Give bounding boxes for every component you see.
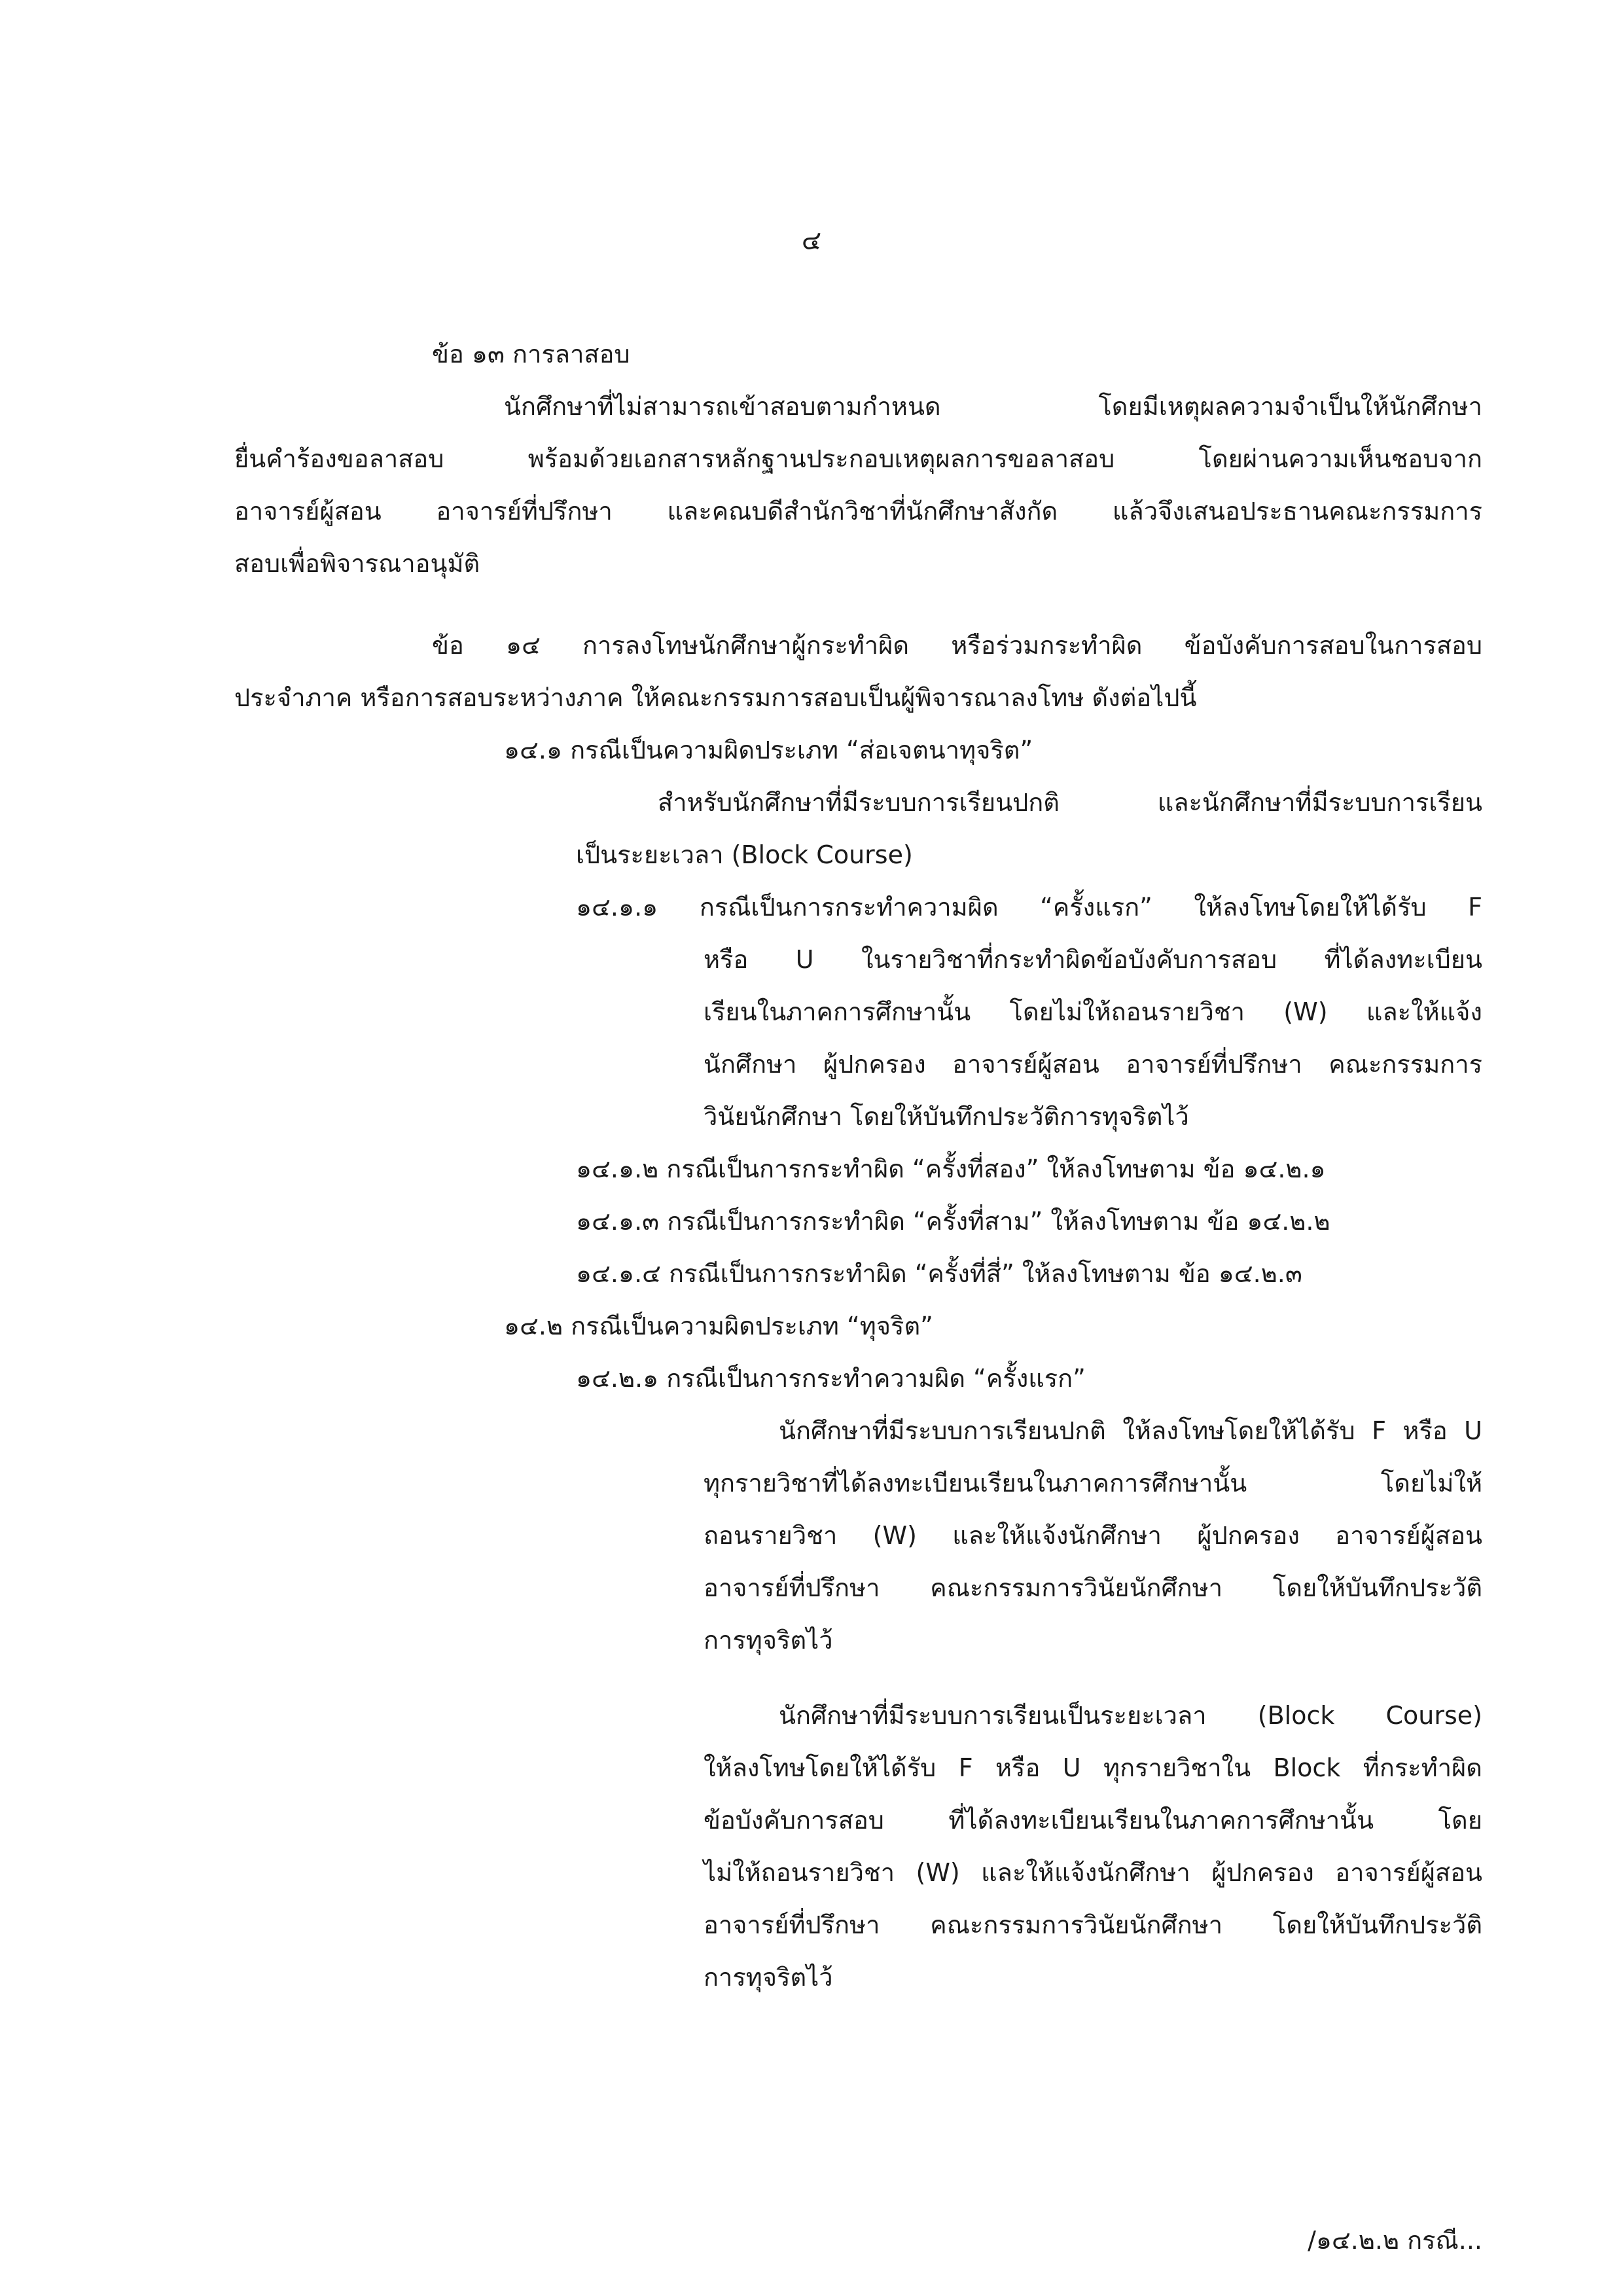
clause-13-heading: ข้อ ๑๓ การลาสอบ [432,340,630,368]
clause-13-paragraph-line: ยื่นคำร้องขอลาสอบ พร้อมด้วยเอกสารหลักฐานประกอบเหตุผลการขอลาสอบ โดยผ่านความเห็นชอบจาก [234,444,1482,473]
item-14-2-1-block-line: ไม่ให้ถอนรายวิชา (W) และให้แจ้งนักศึกษา ผู้ปกครอง อาจารย์ผู้สอน [704,1858,1482,1887]
section-14-1-heading: ๑๔.๑ กรณีเป็นความผิดประเภท “ส่อเจตนาทุจริต” [504,736,1033,764]
item-14-1-1-heading: ๑๔.๑.๑ กรณีเป็นการกระทำความผิด “ครั้งแรก” ให้ลงโทษโดยให้ได้รับ F [576,893,1482,922]
section-14-2-heading: ๑๔.๒ กรณีเป็นความผิดประเภท “ทุจริต” [504,1312,933,1340]
item-14-2-1-heading: ๑๔.๒.๑ กรณีเป็นการกระทำความผิด “ครั้งแรก” [576,1364,1086,1393]
item-14-2-1-regular-line: การทุจริตไว้ [704,1626,833,1655]
clause-13-paragraph-line: สอบเพื่อพิจารณาอนุมัติ [234,549,480,578]
item-14-2-1-block-line: การทุจริตไว้ [704,1963,833,1992]
clause-13-paragraph-line: นักศึกษาที่ไม่สามารถเข้าสอบตามกำหนด โดยมีเหตุผลความจำเป็นให้นักศึกษา [504,392,1482,421]
item-14-1-1-text-line: หรือ U ในรายวิชาที่กระทำผิดข้อบังคับการสอบ ที่ได้ลงทะเบียน [704,945,1482,974]
item-14-1-1-text-line: เรียนในภาคการศึกษานั้น โดยไม่ให้ถอนรายวิชา (W) และให้แจ้ง [704,997,1482,1026]
section-14-1-text-line: เป็นระยะเวลา (Block Course) [576,840,913,869]
clause-13-paragraph-line: อาจารย์ผู้สอน อาจารย์ที่ปรึกษา และคณบดีสำนักวิชาที่นักศึกษาสังกัด แล้วจึงเสนอประธานคณะกรรมการ [234,497,1482,526]
continuation-marker: /๑๔.๒.๒ กรณี... [1308,2226,1482,2255]
clause-14-heading: ข้อ ๑๔ การลงโทษนักศึกษาผู้กระทำผิด หรือร่วมกระทำผิด ข้อบังคับการสอบในการสอบ [432,631,1482,660]
item-14-1-4: ๑๔.๑.๔ กรณีเป็นการกระทำผิด “ครั้งที่สี่” ให้ลงโทษตาม ข้อ ๑๔.๒.๓ [576,1259,1302,1288]
item-14-2-1-block-line: อาจารย์ที่ปรึกษา คณะกรรมการวินัยนักศึกษา โดยให้บันทึกประวัติ [704,1910,1482,1939]
item-14-2-1-block-line: นักศึกษาที่มีระบบการเรียนเป็นระยะเวลา (Block Course) [779,1701,1482,1730]
item-14-1-1-text-line: วินัยนักศึกษา โดยให้บันทึกประวัติการทุจริตไว้ [704,1102,1189,1131]
item-14-2-1-regular-line: อาจารย์ที่ปรึกษา คณะกรรมการวินัยนักศึกษา โดยให้บันทึกประวัติ [704,1573,1482,1602]
item-14-1-1-text-line: นักศึกษา ผู้ปกครอง อาจารย์ผู้สอน อาจารย์ที่ปรึกษา คณะกรรมการ [704,1050,1482,1079]
section-14-1-text-line: สำหรับนักศึกษาที่มีระบบการเรียนปกติ และนักศึกษาที่มีระบบการเรียน [658,788,1482,817]
page-number: ๔ [801,226,822,256]
item-14-2-1-regular-line: ถอนรายวิชา (W) และให้แจ้งนักศึกษา ผู้ปกครอง อาจารย์ผู้สอน [704,1521,1482,1550]
item-14-2-1-regular-line: ทุกรายวิชาที่ได้ลงทะเบียนเรียนในภาคการศึกษานั้น โดยไม่ให้ [704,1469,1482,1498]
item-14-1-3: ๑๔.๑.๓ กรณีเป็นการกระทำผิด “ครั้งที่สาม” ให้ลงโทษตาม ข้อ ๑๔.๒.๒ [576,1207,1330,1236]
item-14-2-1-block-line: ให้ลงโทษโดยให้ได้รับ F หรือ U ทุกรายวิชาใน Block ที่กระทำผิด [704,1753,1482,1782]
item-14-2-1-regular-line: นักศึกษาที่มีระบบการเรียนปกติ ให้ลงโทษโดยให้ได้รับ F หรือ U [779,1416,1482,1445]
clause-14-paragraph-line: ประจำภาค หรือการสอบระหว่างภาค ให้คณะกรรมการสอบเป็นผู้พิจารณาลงโทษ ดังต่อไปนี้ [234,683,1197,712]
item-14-1-2: ๑๔.๑.๒ กรณีเป็นการกระทำผิด “ครั้งที่สอง” ให้ลงโทษตาม ข้อ ๑๔.๒.๑ [576,1155,1326,1183]
item-14-2-1-block-line: ข้อบังคับการสอบ ที่ได้ลงทะเบียนเรียนในภาคการศึกษานั้น โดย [704,1806,1482,1835]
